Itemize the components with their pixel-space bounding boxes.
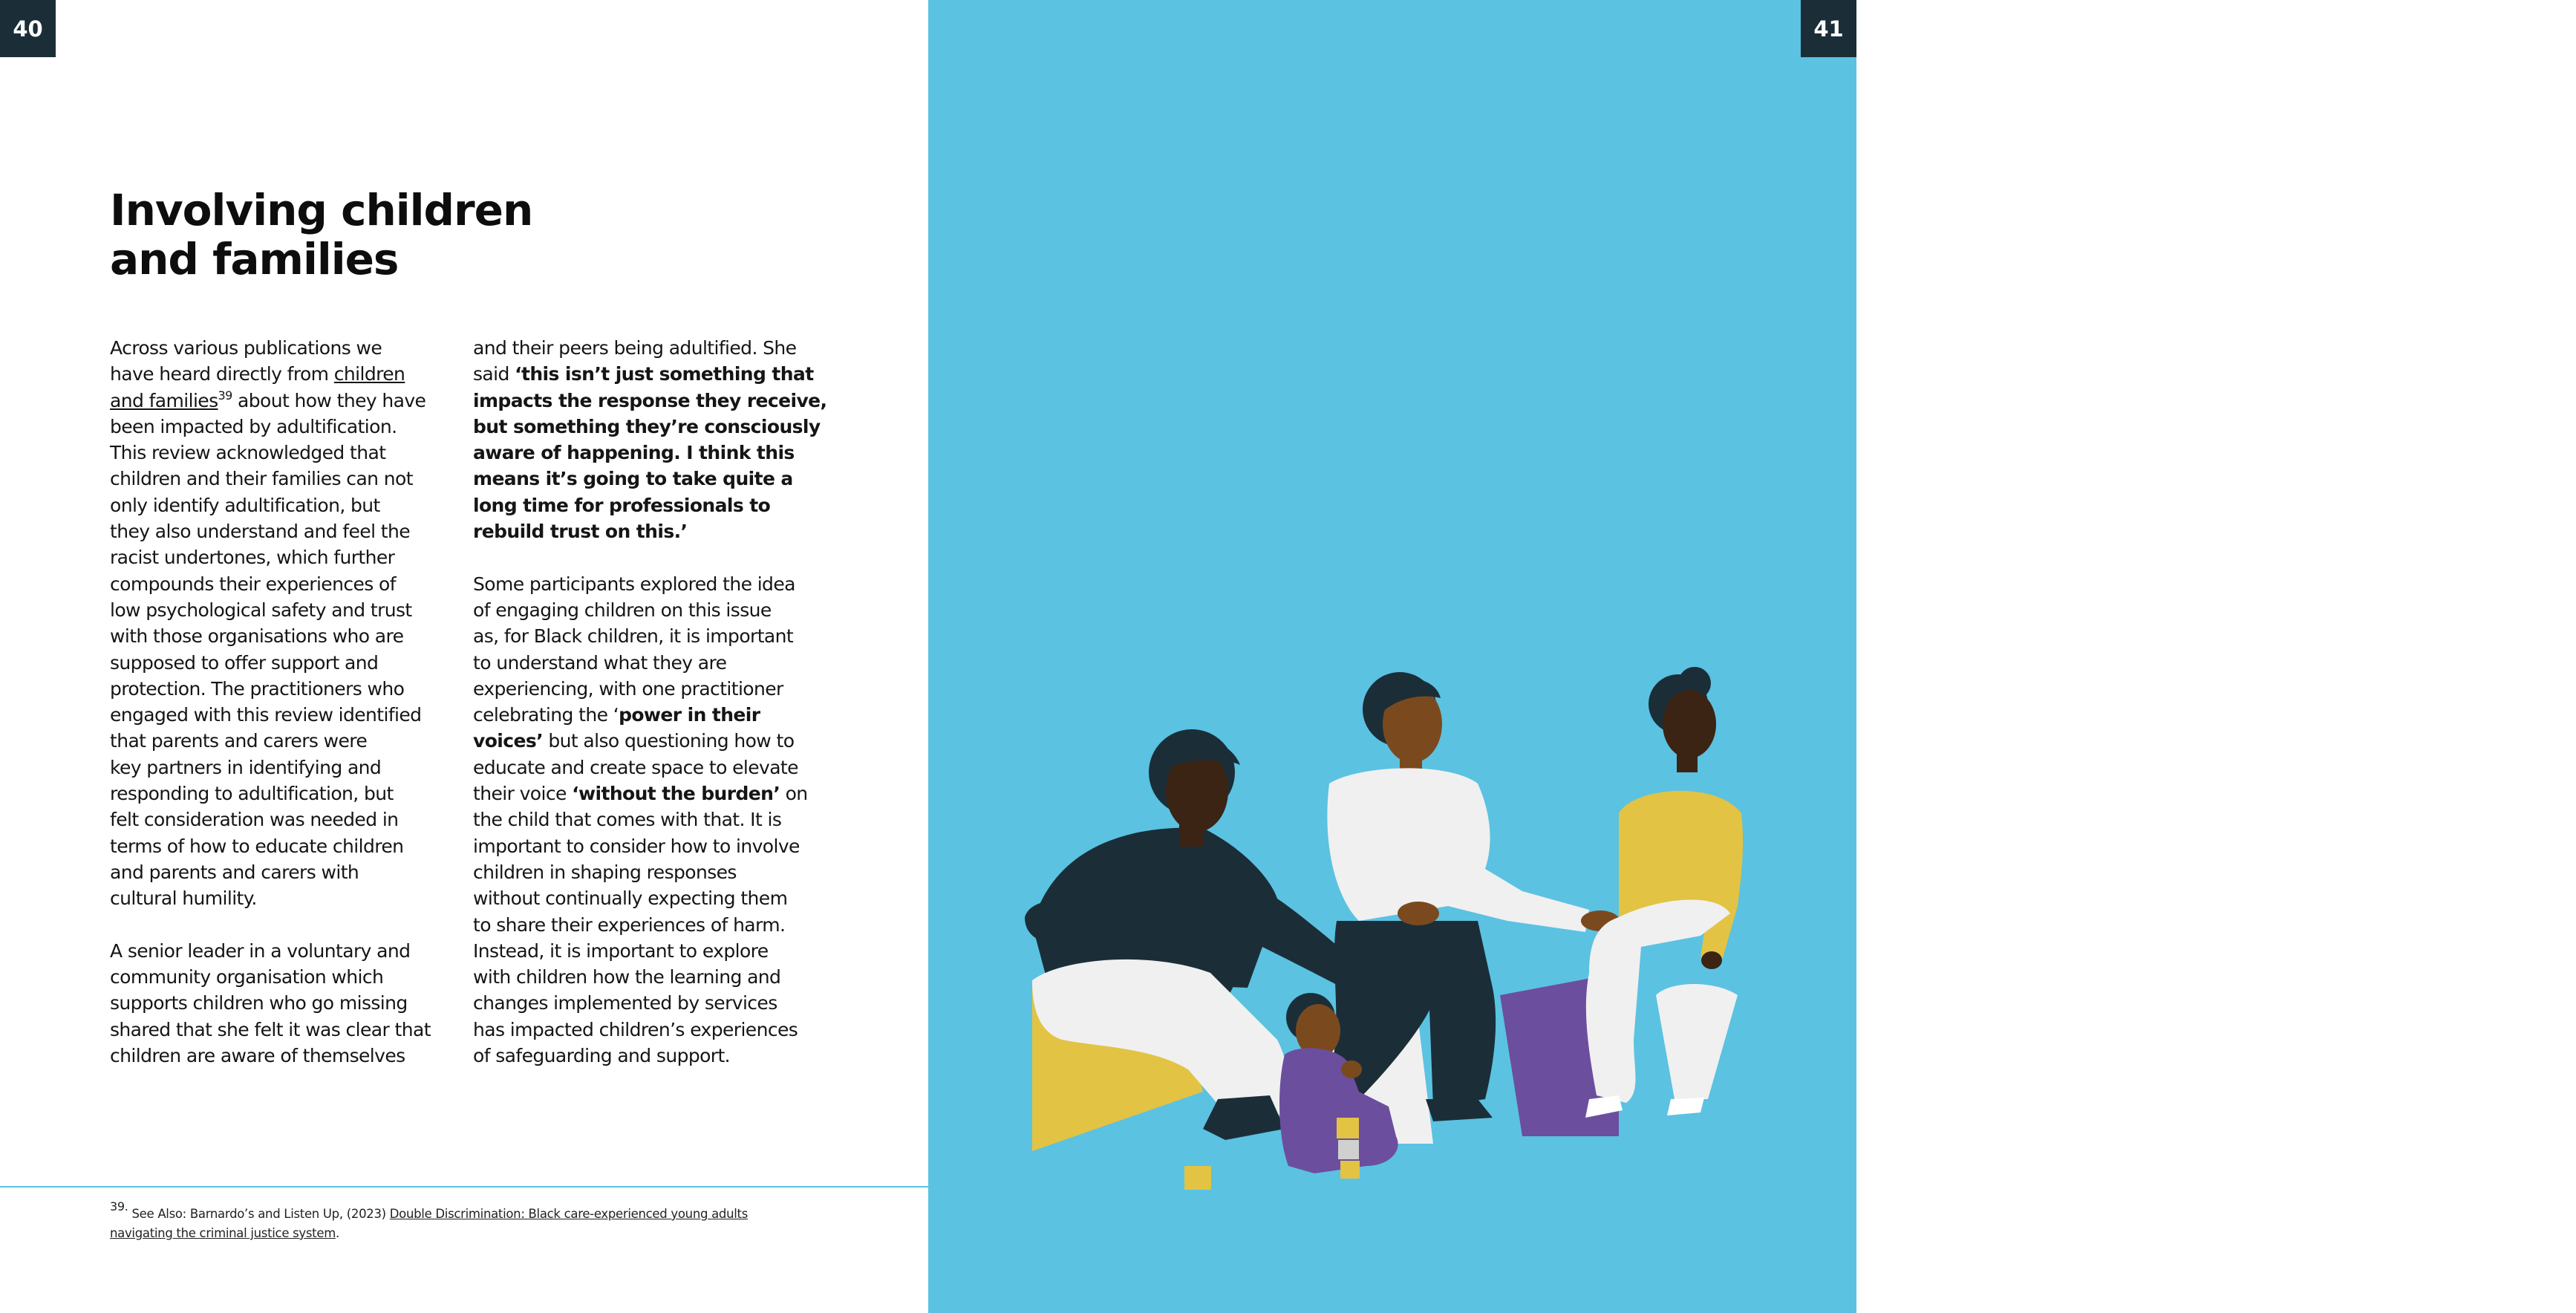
footnote-reference: 39: [218, 388, 232, 403]
text-run: Instead, it is important to explore: [473, 939, 769, 962]
text-run: protection. The practitioners who: [110, 677, 405, 700]
footnote-line-2: [110, 1224, 823, 1243]
pull-quote-line: It is important to explore: [1967, 178, 2340, 209]
text-run: to share their experiences of harm.: [473, 913, 786, 936]
text-run: celebrating the ‘: [473, 704, 619, 726]
text-run: engaged with this review identified: [110, 704, 422, 726]
text-line: [473, 990, 822, 1016]
text-line: [110, 361, 448, 387]
column-1-paragraph-1: [110, 335, 448, 912]
text-run: of engaging children on this issue: [473, 599, 772, 621]
footnote-link-continued[interactable]: navigating the criminal justice system: [110, 1226, 336, 1240]
text-line: [473, 466, 822, 492]
text-line: [110, 781, 448, 807]
text-line: [110, 414, 448, 440]
text-line: [473, 807, 822, 833]
text-run: only identify adultification, but: [110, 494, 380, 516]
text-run: responding to adultification, but: [110, 783, 394, 805]
text-run: been impacted by adultification.: [110, 415, 397, 437]
text-line: [473, 859, 822, 885]
text-line: [473, 414, 822, 440]
text-line: [110, 335, 448, 361]
text-line: [110, 1043, 448, 1069]
page-title-line-1: Involving children: [110, 185, 533, 235]
text-run: children and their families can not: [110, 468, 413, 490]
text-line: [110, 623, 448, 649]
text-line: [110, 650, 448, 676]
text-line: [473, 492, 822, 518]
text-line: [473, 755, 822, 781]
text-run: they also understand and feel the: [110, 521, 410, 543]
text-run: Some participants explored the idea: [473, 573, 795, 595]
text-line: [110, 466, 448, 492]
text-line: [473, 938, 822, 964]
text-run: but also questioning how to: [543, 730, 795, 752]
bold-quote: but something they’re consciously: [473, 415, 821, 437]
footnote-number: 39.: [110, 1199, 128, 1213]
bold-quote: power in their: [619, 704, 760, 726]
text-line: [110, 544, 448, 570]
bold-quote: long time for professionals to: [473, 494, 771, 516]
column-2-paragraph-2: [473, 571, 822, 1069]
text-run: This review acknowledged that: [110, 442, 386, 464]
pull-quote-line: has impacted children’s experiences: [1967, 290, 2509, 322]
text-line: [110, 885, 448, 911]
text-line: [110, 1017, 448, 1043]
text-run: supposed to offer support and: [110, 651, 379, 674]
family-group-illustration-icon: [1002, 654, 1782, 1203]
text-run: without continually expecting them: [473, 887, 788, 910]
inline-link[interactable]: and families: [110, 389, 218, 411]
text-line: [110, 859, 448, 885]
text-run: on: [780, 783, 808, 805]
text-line: [110, 964, 448, 990]
text-line: [110, 492, 448, 518]
pull-quote-line: with children how the learning and: [1967, 215, 2485, 247]
bold-quote: voices’: [473, 730, 543, 752]
text-line: [473, 1017, 822, 1043]
text-run: changes implemented by services: [473, 992, 777, 1014]
text-line: [110, 676, 448, 702]
text-line: [473, 833, 822, 859]
text-run: terms of how to educate children: [110, 835, 404, 857]
text-run: has impacted children’s experiences: [473, 1018, 798, 1040]
text-line: [110, 833, 448, 859]
text-run: compounds their experiences of: [110, 573, 396, 595]
bold-quote: means it’s going to take quite a: [473, 468, 793, 490]
footnote-text: See Also: Barnardo’s and Listen Up, (2023): [128, 1207, 390, 1221]
text-run: with those organisations who are: [110, 625, 404, 648]
text-run: low psychological safety and trust: [110, 599, 412, 621]
pull-quote-line: of safeguarding and support: [1967, 328, 2390, 359]
footnote: [110, 1199, 823, 1243]
inline-link[interactable]: children: [333, 363, 405, 385]
text-run: important to consider how to involve: [473, 835, 800, 857]
text-line: [473, 1043, 822, 1069]
page-number-right: 41: [1801, 0, 1856, 57]
text-run: their voice: [473, 783, 573, 805]
text-line: [110, 571, 448, 597]
bold-quote: ‘without the burden’: [572, 783, 780, 805]
footnote-divider: [0, 1186, 928, 1187]
bold-quote: impacts the response they receive,: [473, 389, 827, 411]
text-line: [473, 571, 822, 597]
text-run: experiencing, with one practitioner: [473, 677, 783, 700]
text-run: with children how the learning and: [473, 966, 781, 988]
text-run: to understand what they are: [473, 651, 727, 674]
pull-quote-line: changes implemented by services: [1967, 253, 2470, 284]
text-line: [473, 728, 822, 754]
girl-figure: [1585, 667, 1743, 1118]
text-run: and parents and carers with: [110, 861, 359, 883]
text-line: [110, 807, 448, 833]
text-line: [110, 938, 448, 964]
text-run: felt consideration was needed in: [110, 809, 399, 831]
bold-quote: aware of happening. I think this: [473, 442, 795, 464]
text-run: the child that comes with that. It is: [473, 809, 782, 831]
body-column-2: [473, 335, 827, 1095]
text-run: community organisation which: [110, 966, 384, 988]
left-page: [0, 0, 928, 1313]
column-2-paragraph-1: [473, 335, 827, 544]
text-line: [473, 650, 822, 676]
text-line: [473, 676, 822, 702]
text-line: [473, 335, 822, 361]
text-run: educate and create space to elevate: [473, 756, 798, 778]
footnote-link[interactable]: Double Discrimination: Black care-experienced young adults: [389, 1207, 748, 1221]
text-run: and their peers being adultified. She: [473, 337, 797, 359]
pull-quote: [1967, 175, 2576, 363]
footnote-line-1: [110, 1199, 823, 1224]
text-run: supports children who go missing: [110, 992, 408, 1014]
footnote-end: .: [335, 1226, 339, 1240]
body-column-1: [110, 335, 448, 1095]
text-line: [473, 885, 822, 911]
bold-quote: ‘this isn’t just something that: [515, 363, 814, 385]
text-run: cultural humility.: [110, 887, 257, 910]
bold-quote: rebuild trust on this.’: [473, 521, 688, 543]
text-run: have heard directly from: [110, 363, 334, 385]
text-run: of safeguarding and support.: [473, 1045, 731, 1067]
text-run: as, for Black children, it is important: [473, 625, 794, 648]
text-line: [473, 388, 827, 414]
text-line: [473, 623, 822, 649]
text-run: racist undertones, which further: [110, 547, 395, 569]
text-line: [473, 781, 822, 807]
text-line: [473, 597, 822, 623]
text-line: [473, 518, 822, 544]
text-line: [473, 964, 822, 990]
text-run: shared that she felt it was clear that: [110, 1018, 431, 1040]
text-line: [110, 388, 448, 414]
text-line: [110, 440, 448, 466]
text-line: [110, 702, 448, 728]
text-run: said: [473, 363, 515, 385]
text-run: that parents and carers were: [110, 730, 368, 752]
text-run: key partners in identifying and: [110, 756, 382, 778]
text-line: [473, 912, 822, 938]
column-1-paragraph-2: [110, 938, 448, 1069]
text-line: [110, 755, 448, 781]
text-run: Across various publications we: [110, 337, 382, 359]
page-title: [110, 186, 570, 284]
text-line: [110, 518, 448, 544]
text-run: children are aware of themselves: [110, 1045, 405, 1067]
text-line: [110, 597, 448, 623]
text-run: A senior leader in a voluntary and: [110, 939, 411, 962]
text-run: about how they have: [232, 389, 426, 411]
text-run: children in shaping responses: [473, 861, 737, 883]
text-line: [473, 702, 822, 728]
text-line: [110, 990, 448, 1016]
text-line: [110, 728, 448, 754]
page-number-left: 40: [0, 0, 56, 57]
text-line: [473, 440, 822, 466]
text-line: [473, 361, 822, 387]
page-title-line-2: and families: [110, 234, 399, 284]
